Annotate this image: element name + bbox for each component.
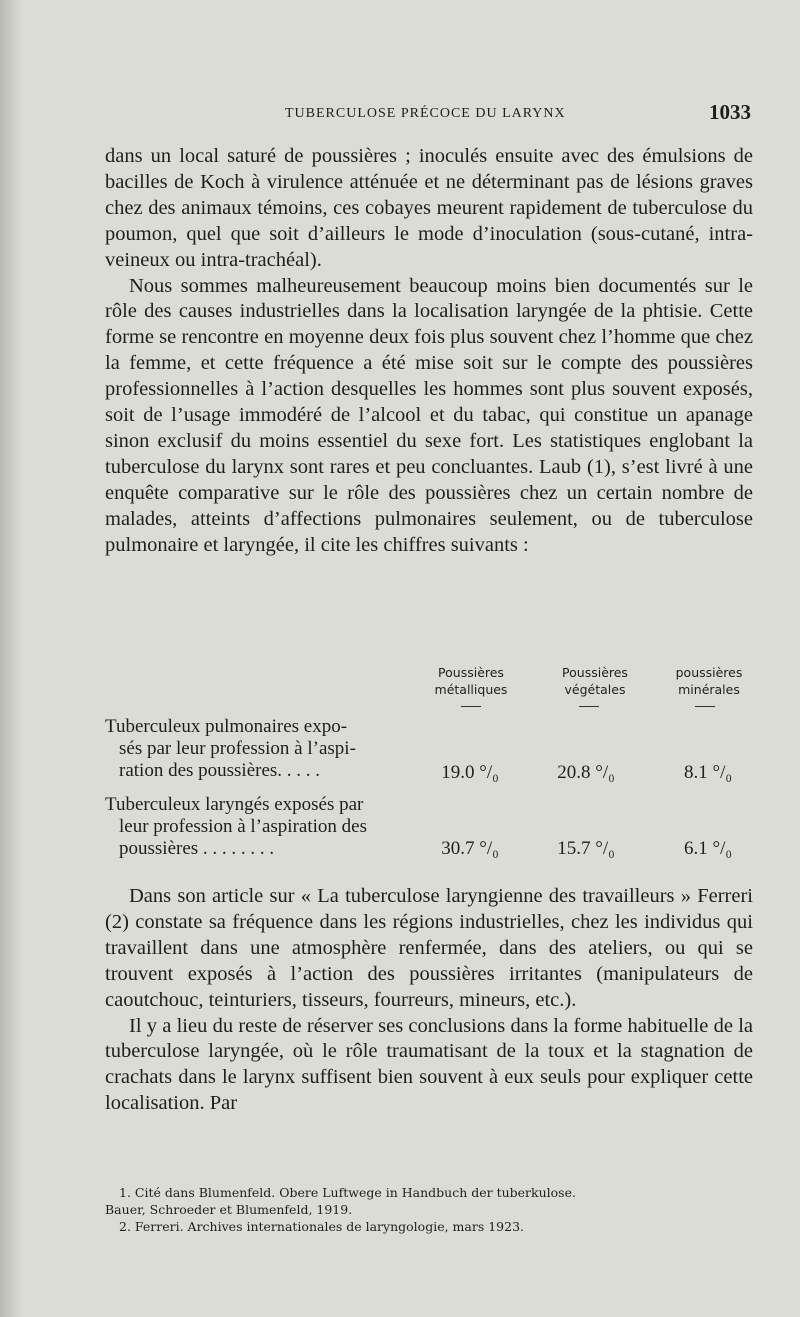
table-cell: 15.7 °/₀ [557,838,615,859]
body-text-bottom [105,884,753,1117]
footnotes [105,1184,755,1235]
column-dash [579,706,599,707]
table-cell: 20.8 °/₀ [557,762,615,783]
column-header-minerales: poussières minérales [675,665,743,697]
statistics-table [105,664,755,874]
paragraph-2: Nous sommes malheureusement beaucoup moins bien documentés sur le rôle des causes industrielles dans la localisation laryngée de la phtisie. Cette forme se rencontre en moyenne deux fois plus souvent chez l’homme que chez la femme, et cette fréquence a été mise soit sur le compte des poussières professionnelles à l’action desquelles les hommes sont plus souvent exposés, soit de l’usage immodéré de l’alcool et du tabac, qui constitue un apanage sinon exclusif du moins essentiel du sexe fort. Les statistiques englobant la tuberculose du larynx sont rares et peu concluantes. Laub (1), s’est livré à une enquête comparative sur le rôle des poussières chez un certain nombre de malades, atteints d’affections pulmonaires seulement, ou de tuberculose pulmonaire et laryngée, il cite les chiffres suivants : [105,274,753,556]
table-row-label-pulmonaires: Tuberculeux pulmonaires expo- sés par leur profession à l’aspi- ration des poussières. . . . . [105,716,356,781]
column-header-vegetales: Poussières végétales [562,665,628,697]
page-binding-shadow [0,0,22,1317]
footnote-1: 1. Cité dans Blumenfeld. Obere Luftwege in Handbuch der tuberkulose. [119,1185,576,1200]
page-number: 1033 [709,100,751,124]
paragraph-4: Il y a lieu du reste de réserver ses conclusions dans la forme habituelle de la tuberculose laryngée, où le rôle traumatisant de la toux et la stagnation de crachats dans le larynx suffisent bien souvent à eux seuls pour expliquer cette localisation. Par [105,1014,753,1115]
footnote-2: 2. Ferreri. Archives internationales de laryngologie, mars 1923. [119,1219,524,1234]
table-cell: 6.1 °/₀ [683,838,732,859]
table-cell: 8.1 °/₀ [683,762,732,783]
paragraph-1: dans un local saturé de poussières ; inoculés ensuite avec des émulsions de bacilles de Koch à virulence atténuée et ne déterminant pas de lésions graves chez des animaux témoins, ces cobayes meurent rapidement de tuberculose du poumon, quel que soit d’ailleurs le mode d’inoculation (sous-cutané, intra-veineux ou intra-trachéal). [105,145,753,271]
running-title: TUBERCULOSE PRÉCOCE DU LARYNX [285,106,566,121]
page-header [103,100,753,128]
column-dash [695,706,715,707]
footnote-1-continued: Bauer, Schroeder et Blumenfeld, 1919. [105,1202,353,1217]
paragraph-3: Dans son article sur « La tuberculose laryngienne des travailleurs » Ferreri (2) constate sa fréquence dans les régions industrielles, chez les individus qui travaillent dans une atmosphère renfermée, dans des ateliers, ou qui se trouvent exposés à l’action des poussières irritantes (manipulateurs de caoutchouc, teinturiers, tisseurs, fourreurs, mineurs, etc.). [105,885,753,1011]
table-cell: 30.7 °/₀ [441,838,499,859]
column-dash [461,706,481,707]
table-cell: 19.0 °/₀ [441,762,499,783]
table-row-label-larynges: Tuberculeux laryngés exposés par leur profession à l’aspiration des poussières . . . . . . . . [105,794,367,859]
column-header-metalliques: Poussières métalliques [434,665,508,697]
body-text-top [105,144,753,559]
